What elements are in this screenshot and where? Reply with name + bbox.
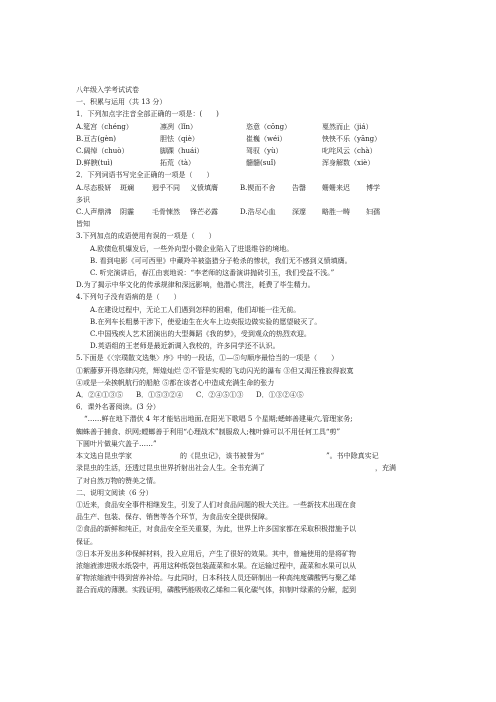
option-text: C.人声鼎沸 (76, 208, 112, 217)
option-text: 怏怏不乐（yāng） (322, 134, 382, 143)
question-1-row-d (76, 157, 424, 169)
option-text: A．②④①③⑤ (76, 391, 124, 400)
section-heading-1: 一、积累与运用（共 13 分） (76, 98, 167, 107)
exam-content (76, 84, 424, 597)
question-6-stem: 6．课外名著阅读。(3 分） (76, 403, 160, 412)
question-6-passage-3: 下圆叶片做巢穴盖子……” (76, 439, 157, 448)
section-heading-2: 二、说明文阅读（6 分） (76, 488, 153, 497)
fill-text: 的《昆虫记》，该书被誉为“ (180, 452, 265, 461)
reading-line: 混合而成的薄膜。实践证明，磷酸钙能吸收乙烯和二氧化碳气体，抑制叶绿素的分解，起到 (76, 586, 356, 595)
question-6-fill-line-1 (76, 450, 424, 462)
option-text: 妇孺 (366, 208, 380, 217)
option-text: D.浩尽心血 (240, 208, 276, 217)
question-5-options (76, 389, 424, 401)
option-text: 博学 (366, 183, 380, 192)
question-4-option-d: D.英语组的王老师是最近新调入我校的，许多同学还不认识。 (90, 342, 280, 351)
option-text: 略胜一畴 (322, 208, 350, 217)
question-3-option-b: B. 看到电影《可可西里》中藏羚羊被盗猎分子枪杀的惨状，我们无不感到义愤填膺。 (90, 256, 352, 265)
option-text: 斑斓 (120, 183, 134, 192)
option-text: A.筵宫（chéng） (76, 122, 133, 131)
question-3-stem: 3.下列加点的成语使用有误的一项是（ ） (76, 232, 216, 241)
fill-text: ”。书中除真实记 (326, 452, 379, 461)
option-text: D．①③②④⑤ (256, 391, 304, 400)
option-text: C.阔绰（chuò） (76, 147, 129, 156)
question-1-stem: 1．下列加点字注音全部正确的一项是：( ) (76, 110, 219, 119)
question-4-option-c: C.中国残疾人艺术团演出的大型舞蹈《我的梦》，受到观众的热烈欢迎。 (90, 330, 311, 339)
option-text: 锋芒必露 (190, 208, 218, 217)
option-text: 义愤填膺 (190, 183, 218, 192)
option-text: 阴霾 (120, 208, 134, 217)
question-2-row-cd-tail: 皆知 (76, 220, 90, 229)
option-text: 浑身解数（xiè） (322, 159, 375, 168)
question-6-fill-line-3: 了对自然万物的赞美之情。 (76, 476, 160, 485)
option-text: 脚踝（huái） (160, 147, 204, 156)
option-text: B.亘古(gèn) (76, 134, 116, 143)
question-5-sentences-2: ④或是一朵挨帆航行的船舱 ⑤都在该者心中造成充满生命的张力 (76, 378, 275, 387)
option-text: 姗姗来迟 (322, 183, 350, 192)
option-text: 恣意（cōng） (246, 122, 292, 131)
question-4-option-b: B.在列车长粗暴干涉下，使爱迪生在火车上边卖报边做实验的愿望破灭了。 (90, 317, 322, 326)
option-text: B.锲而不舍 (240, 183, 276, 192)
reading-line: ②食品的新鲜和纯正，对食品安全至关重要，为此，世界上许多国家都在采取积极措施予以 (76, 525, 356, 534)
reading-line: 品生产、包装、保存、销售等各个环节，为食品安全提供保障。 (76, 513, 272, 522)
question-2-row-ab-tail: 多识 (76, 195, 90, 204)
option-text: 髓髓(suǐ) (246, 159, 276, 168)
reading-line: 矿物浓缩液中得到营养补给。与此同时，日本科技人员还研制出一种高纯度磷酸钙与聚乙烯 (76, 574, 356, 583)
question-1-row-a (76, 121, 424, 133)
option-text: 驾驭（yù） (246, 147, 283, 156)
reading-line: 保证。 (76, 537, 97, 546)
option-text: 崔巍（wéi） (246, 134, 287, 143)
option-text: 告罄 (292, 183, 306, 192)
option-text: 胆怯（qiè） (160, 134, 199, 143)
question-4-option-a: A.在建设过程中，无论工人们遇到怎样的困难，他们却能一往无前。 (90, 305, 301, 314)
question-3-option-a: A.欧债危机爆发后，一些外向型小微企业陷入了进退维谷的境地。 (90, 244, 294, 253)
question-3-option-d: D.为了揭示中华文化的传承规律和深远影响，他潜心贯注，耗费了毕生精力。 (76, 281, 315, 290)
reading-line: ①近来，食品安全事件相继发生，引发了人们对食品问题的极大关注。一些新技术出现在食 (76, 500, 356, 509)
question-5-stem: 5.下面是《〈宗璞散文选集〉序》中的一段话，①—⑤句顺序最恰当的一项是（ ） (76, 354, 339, 363)
option-text: 戛然而止（jiá） (322, 122, 373, 131)
option-text: D.鲜腴(tuì) (76, 159, 113, 168)
option-text: A.尽态极妍 (76, 183, 112, 192)
option-text: 叱咤风云（chà） (322, 147, 377, 156)
option-text: B．①⑤③②④ (136, 391, 184, 400)
reading-line: ③日本开发出多种保鲜材料，投入应用后，产生了很好的效果。其中，曾遍使用的是将矿物 (76, 549, 356, 558)
option-text: 迥乎不同 (152, 183, 180, 192)
fill-text: 本文选自昆虫学家 (76, 452, 132, 461)
option-text: C．②④⑤①③ (196, 391, 244, 400)
option-text: 拓荒（tà） (160, 159, 195, 168)
question-2-row-ab (76, 182, 424, 194)
question-4-stem: 4.下列句子没有语病的是（ ） (76, 293, 181, 302)
option-text: 毛骨悚然 (152, 208, 180, 217)
fill-text: 录昆虫的生活，还透过昆虫世界折射出社会人生。全书充满了 (76, 464, 265, 473)
question-2-stem: 2．下列词语书写完全正确的一项是（ ） (76, 171, 214, 180)
reading-line: 浓缩液渗进吸水纸袋中，再用这种纸袋包装蔬菜和水果。在运输过程中，蔬菜和水果可以从 (76, 561, 356, 570)
question-2-row-cd (76, 206, 424, 218)
question-5-sentences-1: ①絮藤萝开得恣肆闪亮，辉煌灿烂 ②不管是实观的飞动闪光的瀑布 ③但又渴汪雅寂得寂寞 (76, 366, 354, 375)
fill-text: ，充满 (375, 464, 396, 473)
option-text: 凛冽（lǐn） (160, 122, 197, 131)
question-3-option-c: C. 听完演讲后，春江由衷地说：“李老师的这番演讲抛砖引玉，我们受益不浅。” (90, 269, 335, 278)
question-1-row-b (76, 133, 424, 145)
option-text: 深邃 (292, 208, 306, 217)
question-6-passage-1: “……鲜在地下潜伏 4 年才能钻出地面,在阳光下歌唱 5 个星期;蟋蟀善建巢穴,管理家务; (84, 415, 353, 424)
question-6-fill-line-2 (76, 462, 424, 474)
question-1-row-c (76, 145, 424, 157)
question-6-passage-2: 蜘蛛善于捕食、织网;螳螂善于利用“心理战术”制服敌人;槐叶蜂可以不用任何工具“剪” (76, 427, 341, 436)
exam-title: 八年级入学考试试卷 (76, 86, 139, 94)
